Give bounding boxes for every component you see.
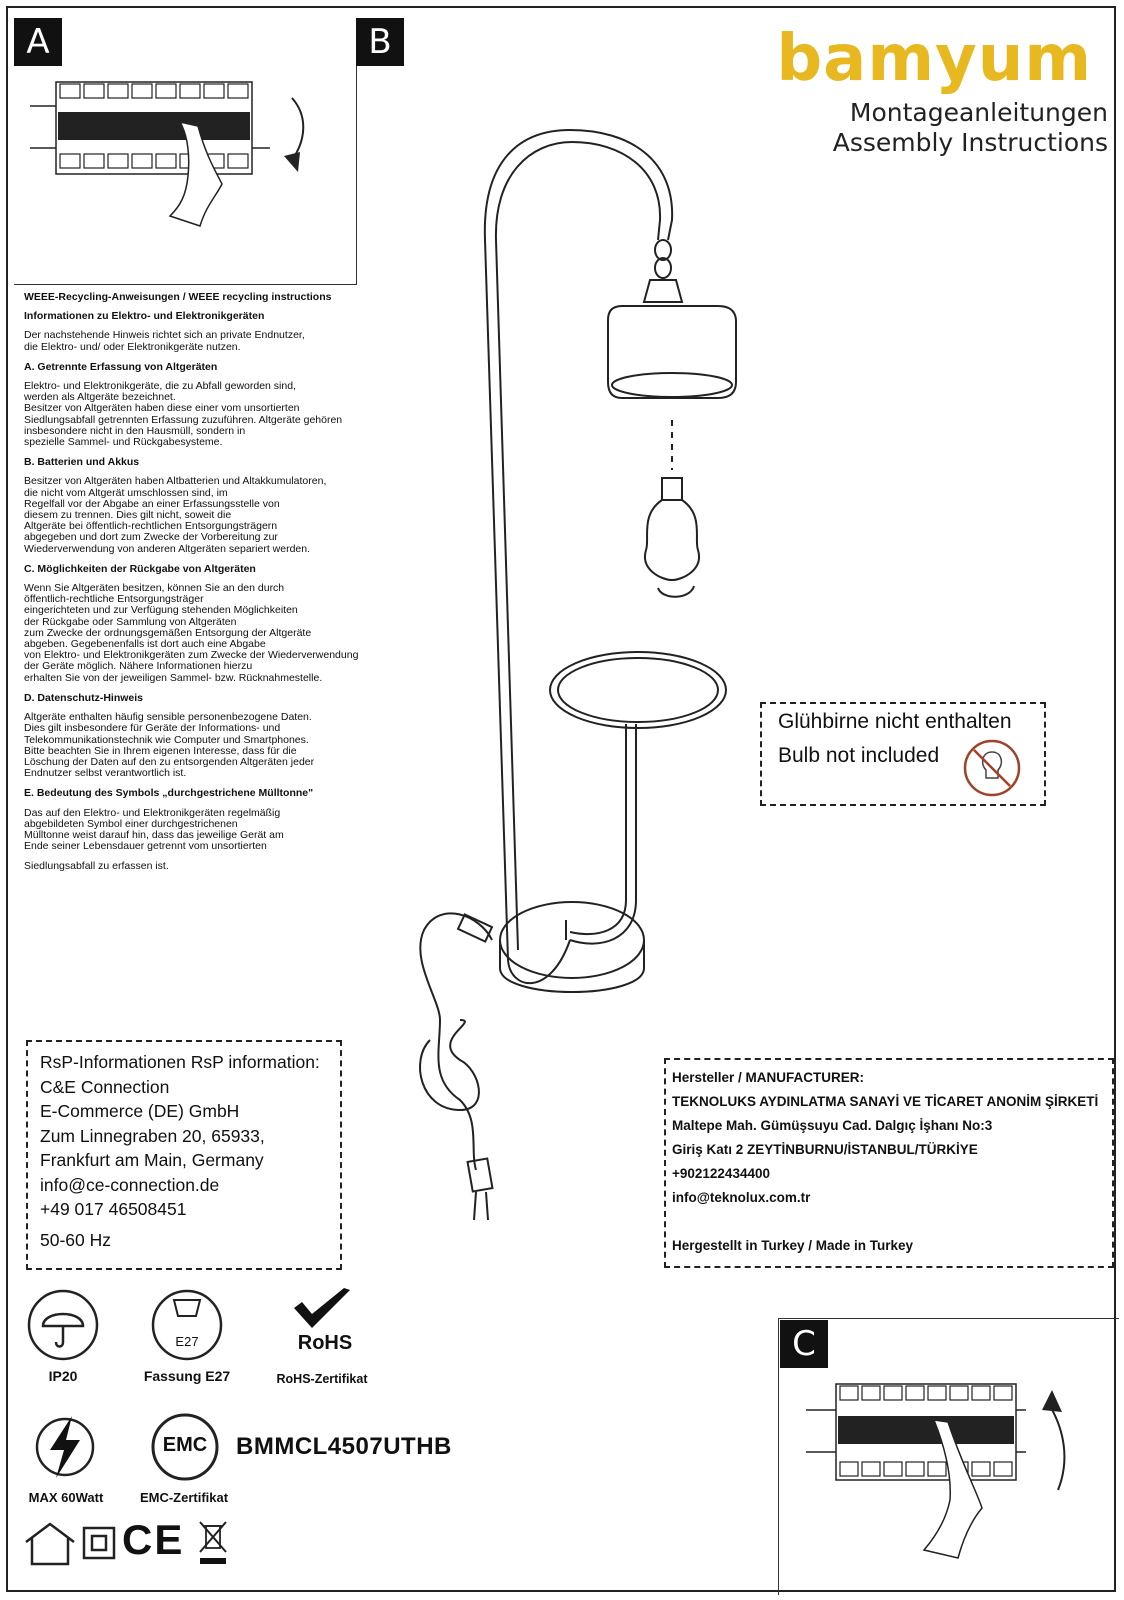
lightning-icon [34,1410,96,1484]
crossed-bin-icon [198,1518,228,1566]
e27-icon-text: E27 [175,1334,199,1349]
rsp-line: info@ce-connection.de [40,1174,220,1195]
rsp-line: C&E Connection [40,1076,170,1097]
brand-logo: bamyum [776,22,1092,96]
manufacturer-line: TEKNOLUKS AYDINLATMA SANAYİ VE TİCARET ANONİM ŞİRKETİ [672,1094,1099,1109]
rsp-title: RsP-Informationen RsP information: [40,1052,320,1072]
bulb-notice-box [760,702,1046,806]
manufacturer-line: info@teknolux.com.tr [672,1190,811,1205]
title-de: Montageanleitungen [849,98,1108,127]
max-watt-label: MAX 60Watt [28,1490,104,1505]
weee-section-body: Besitzer von Altgeräten haben Altbatterien und Altakkumulatoren, die nicht vom Altgerät umschlossen sind, im Regelfall vor der Abgabe an einer Erfassungsstelle von diesem zu trennen. Dies gilt nicht, soweit die Altgeräte bei öffentlich-rechtlichen Entsorgungsträgern abgegeben und dort zum Zwecke der Vorbereitung zur Wiederverwendung von anderen Altgeräten separiert werden. [24,475,327,555]
weee-section-body: Elektro- und Elektronikgeräte, die zu Abfall geworden sind, werden als Altgeräte bezeichnet. Besitzer von Altgeräten haben diese einer vom unsortierten Siedlungsabfall getrennten Erfassung zuzuführen. Altgeräte gehören insbesondere nicht in den Hausmüll, sondern in spezielle Sammel- und Rückgabesysteme. [24,380,343,449]
ce-mark-icon: CE [122,1516,185,1563]
manufacturer-line: +902122434400 [672,1166,770,1181]
weee-closing: Siedlungsabfall zu erfassen ist. [24,860,169,873]
umbrella-ip20-icon [26,1288,100,1362]
weee-section-heading: D. Datenschutz-Hinweis [24,691,144,704]
weee-section-body: Das auf den Elektro- und Elektronikgeräten regelmäßig abgebildeten Symbol einer durchgestrichenen Mülltonne weist darauf hin, dass das jeweilige Gerät am Ende seiner Lebensdauer getrennt vom unsortierten [24,806,284,853]
emc-icon-text: EMC [162,1434,208,1456]
manufacturer-line: Maltepe Mah. Gümüşsuyu Cad. Dalgıç İşhanı No:3 [672,1118,993,1133]
panel-a-label: A [14,18,62,66]
weee-intro: Der nachstehende Hinweis richtet sich an private Endnutzer, die Elektro- und/ oder Elektronikgeräte nutzen. [24,329,305,353]
rohs-check-icon [290,1288,354,1332]
weee-section-body: Wenn Sie Altgeräten besitzen, können Sie an den durch öffentlich-rechtliche Entsorgungsträger eingerichteten und zur Verfügung stehenden Möglichkeiten der Rückgabe oder Sammlung von Altgeräten zum Zwecke der ordnungsgemäßen Entsorgung der Altgeräte abgeben. Gegebenenfalls ist dort auch eine Abgabe von Elektro- und Elektronikgeräten zum Zwecke der Wiederverwendung der Geräte möglich. Nähere Informationen hierzu erhalten Sie von der jeweiligen Sammel- bzw. Rücknahmestelle. [24,582,359,684]
rsp-frequency: 50-60 Hz [40,1229,112,1250]
no-bulb-icon [962,738,1022,798]
title-en: Assembly Instructions [832,128,1108,157]
bulb-notice-de: Glühbirne nicht enthalten [778,710,1012,733]
ip20-label: IP20 [48,1368,78,1384]
rsp-line: Zum Linnegraben 20, 65933, [40,1125,265,1146]
model-number: BMMCL4507UTHB [236,1433,452,1460]
indoor-house-icon [22,1520,78,1566]
breaker-off-illustration [30,76,350,236]
weee-section-body: Altgeräte enthalten häufig sensible personenbezogene Daten. Dies gilt insbesondere für Geräte der Informations- und Telekommunikationstechnik wie Computer und Smartphones. Bitte beachten Sie in Ihrem eigenen Interesse, dass für die Löschung der Daten auf den zu entsorgenden Altgeräten jeder Endnutzer selbst verantwortlich ist. [24,711,315,780]
rohs-label: RoHS-Zertifikat [276,1372,368,1386]
rohs-icon-text: RoHS [297,1332,353,1354]
weee-title: WEEE-Recycling-Anweisungen / WEEE recycling instructions [24,291,332,303]
rsp-line: +49 017 46508451 [40,1199,187,1219]
manufacturer-box [664,1058,1114,1268]
emc-label: EMC-Zertifikat [139,1490,229,1505]
weee-section-heading: C. Möglichkeiten der Rückgabe von Altgeräten [24,562,256,575]
rsp-line: Frankfurt am Main, Germany [40,1150,264,1170]
weee-section-heading: A. Getrennte Erfassung von Altgeräten [24,360,218,373]
panel-c-label: C [780,1320,828,1368]
manufacturer-made-in: Hergestellt in Turkey / Made in Turkey [672,1238,914,1253]
bulb-notice-en: Bulb not included [778,744,940,767]
socket-label: Fassung E27 [143,1368,231,1384]
e27-socket-icon [150,1288,224,1362]
weee-section-heading: E. Bedeutung des Symbols „durchgestrichene Mülltonne" [24,787,314,800]
manufacturer-title: Hersteller / MANUFACTURER: [672,1070,865,1085]
rsp-line: E-Commerce (DE) GmbH [40,1101,240,1121]
breaker-on-illustration [806,1380,1106,1560]
double-insulation-icon [82,1526,116,1560]
weee-section-heading: B. Batterien und Akkus [24,456,140,469]
weee-instructions [24,292,454,882]
rsp-info-box [26,1040,342,1270]
panel-b-label: B [356,18,404,66]
weee-subtitle: Informationen zu Elektro- und Elektronikgeräten [24,310,265,323]
manufacturer-line: Giriş Katı 2 ZEYTİNBURNU/İSTANBUL/TÜRKİYE [672,1142,978,1157]
